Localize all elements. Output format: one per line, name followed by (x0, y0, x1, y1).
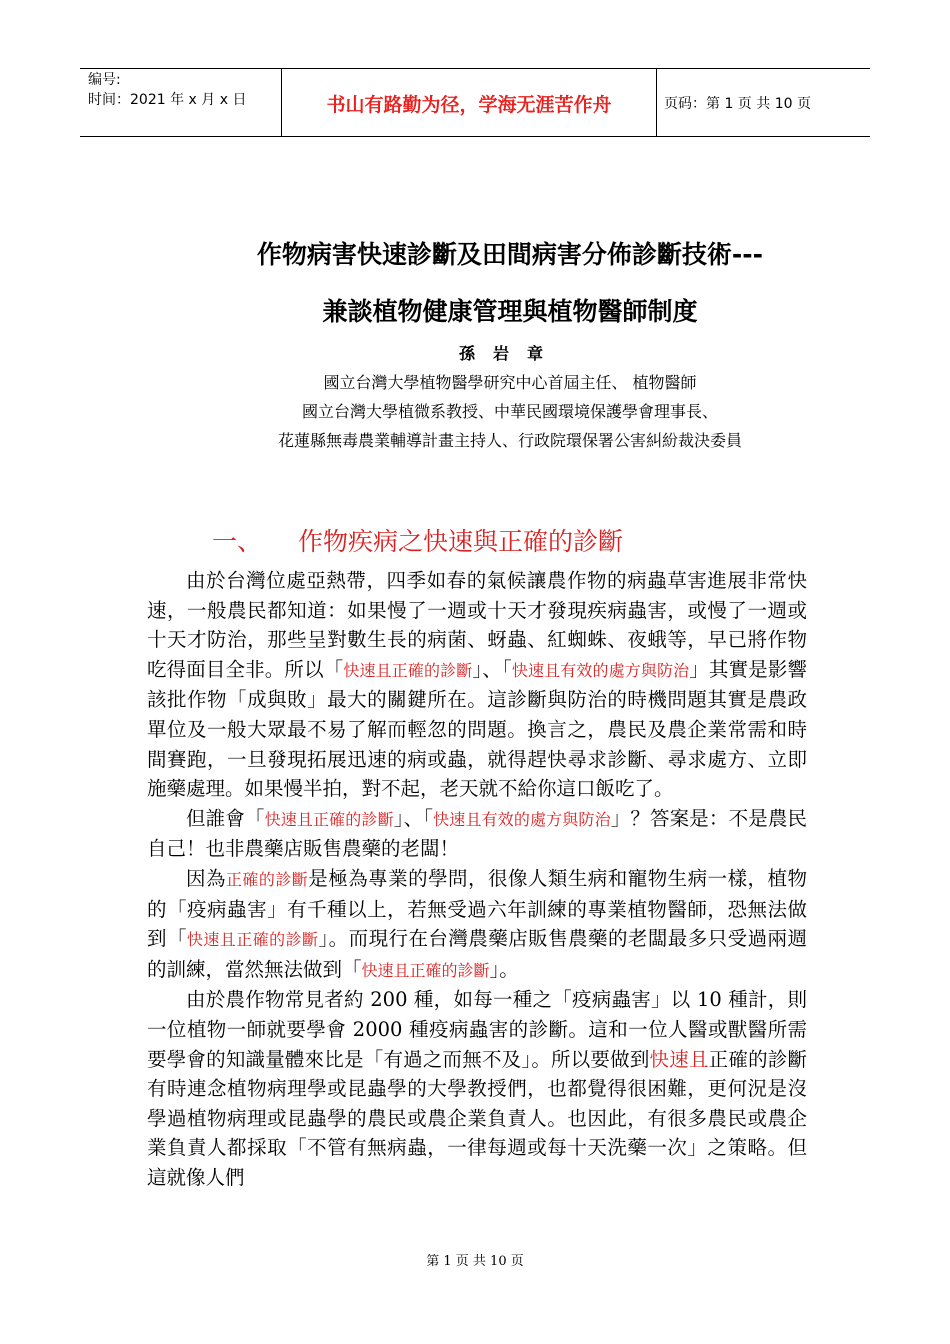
header-motto: 书山有路勤为径，学海无涯苦作舟 (326, 94, 612, 116)
body-text (147, 566, 807, 1192)
affiliation-2: 國立台灣大學植微系教授、中華民國環境保護學會理事長、 (301, 402, 718, 421)
highlight-text: 快速且 (649, 1047, 709, 1071)
author-name: 孫岩章 (458, 344, 561, 363)
text-run: 」？答案是：不是農民自己！也非農藥店販售農藥的老闆！ (147, 806, 807, 861)
text-run: 是極為專業的學問，很像人類生病和寵物生病一樣，植物的「疫病蟲害」有千種以上，若無受過六年訓練的專業植物醫師，恐無法做到「 (147, 866, 807, 951)
text-run: 但誰會「 (186, 806, 265, 830)
highlight-text: 快速且有效的處方與防治 (511, 660, 690, 680)
text-run: 」。而現行在台灣農藥店販售農藥的老闆最多只受過兩週的訓練，當然無法做到「 (147, 927, 807, 981)
paragraph-4 (147, 985, 807, 1192)
highlight-text: 快速且正確的診斷 (186, 930, 319, 950)
text-run: 」、「 (472, 657, 512, 681)
paragraph-1 (147, 566, 807, 804)
text-run: 」其實是影響該批作物「成與敗」最大的關鍵所在。這診斷與防治的時機問題其實是農政單位及一般大眾最不易了解而輕忽的問題。換言之，農民及農企業常需和時間賽跑，一旦發現拓展迅速的病或蟲，就得趕快尋求診斷、尋求處方、立即施藥處理。如果慢半拍，對不起，老天就不給你這口飯吃了。 (147, 657, 807, 801)
highlight-text: 快速且正確的診斷 (361, 960, 490, 980)
title-line-2: 兼談植物健康管理與植物醫師制度 (322, 297, 698, 326)
text-run: 」。 (489, 957, 519, 981)
header-page-info: 页码：第 1 页 共 10 页 (664, 96, 811, 112)
text-run: 由於農作物常見者約 200 種，如每一種之「疫病蟲害」以 10 種計，則一位植物一師就要學會 2000 種疫病蟲害的診斷。這和一位人醫或獸醫所需要學會的知識量體來比是「有過之而無不及」。所以要做到 (147, 988, 807, 1071)
text-run: 因為 (186, 866, 226, 890)
header-number-label: 编号: (88, 72, 121, 88)
paragraph-3 (147, 864, 807, 985)
header-divider-right (656, 68, 657, 137)
highlight-text: 快速且正確的診斷 (264, 809, 394, 829)
section-title: 作物疾病之快速與正確的診斷 (298, 527, 624, 556)
text-run: 由於台灣位處亞熱帶，四季如春的氣候讓農作物的病蟲草害進展非常快速，一般農民都知道：如果慢了一週或十天才發現疾病蟲害，或慢了一週或十天才防治，那些呈對數生長的病菌、蚜蟲、紅蜘蛛、夜蛾等，早已將作物吃得面目全非。所以「 (147, 569, 807, 681)
title-line-1: 作物病害快速診斷及田間病害分佈診斷技術--- (256, 240, 764, 269)
highlight-text: 快速且正確的診斷 (343, 660, 473, 680)
section-number: 一、 (212, 527, 263, 556)
section-heading (212, 522, 623, 558)
highlight-text: 快速且有效的處方與防治 (433, 809, 611, 829)
header-time-label: 时间：2021 年 x 月 x 日 (88, 92, 247, 108)
header-bottom-border (80, 136, 870, 137)
page-footer: 第 1 页 共 10 页 (426, 1254, 524, 1269)
text-run: 正確的診斷有時連念植物病理學或昆蟲學的大學教授們，也都覺得很困難，更何況是沒學過植物病理或昆蟲學的農民或農企業負責人。也因此，有很多農民或農企業負責人都採取「不管有無病蟲，一律每週或每十天洗藥一次」之策略。但這就像人們 (147, 1047, 807, 1189)
header-top-border (80, 68, 870, 69)
affiliation-3: 花蓮縣無毒農業輔導計畫主持人、行政院環保署公害糾紛裁決委員 (277, 431, 742, 450)
text-run: 」、「 (393, 806, 434, 830)
affiliation-1: 國立台灣大學植物醫學研究中心首屆主任、 植物醫師 (323, 373, 697, 392)
paragraph-2 (147, 804, 807, 864)
highlight-text: 正確的診斷 (225, 869, 309, 889)
